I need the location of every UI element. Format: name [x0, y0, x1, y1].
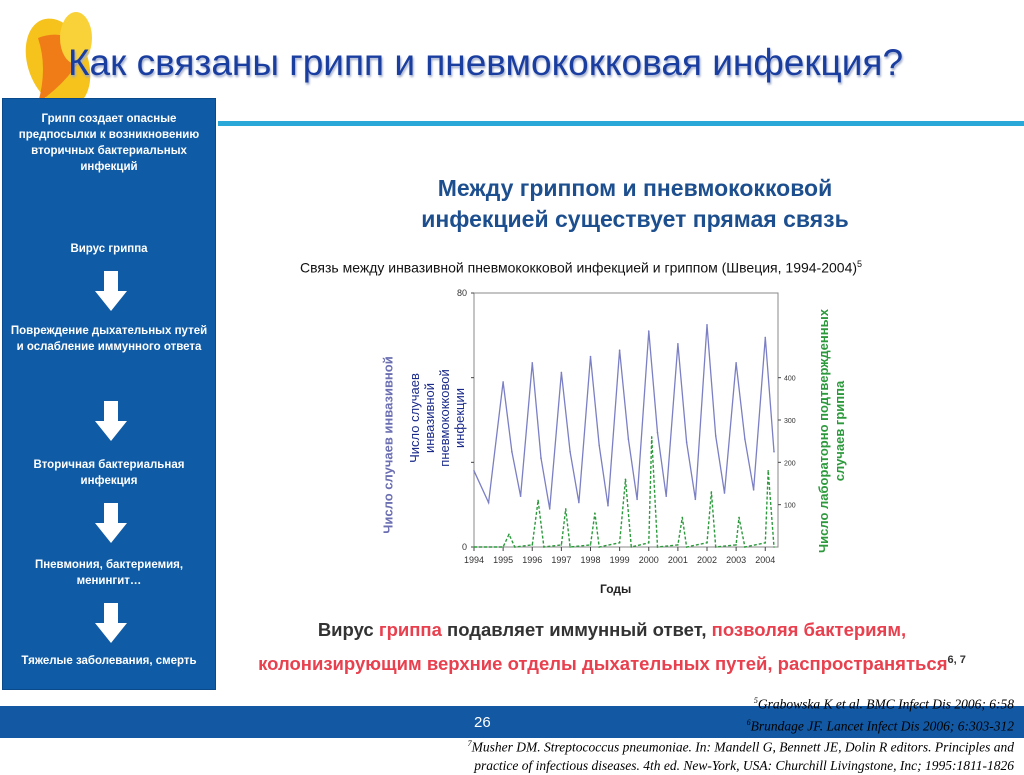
- data-point-influenza: [543, 546, 545, 548]
- data-point-pneumococcal: [488, 502, 490, 504]
- data-point-pneumococcal: [764, 337, 766, 339]
- x-tick-label: 1995: [493, 555, 514, 565]
- sidebar-item-4: Вторичная бактериальная инфекция: [33, 459, 185, 487]
- data-point-influenza: [715, 546, 717, 548]
- heading-line-1: Между гриппом и пневмококковой: [437, 175, 833, 201]
- y-axis-right-label: [816, 309, 848, 553]
- reference-text: Grabowska K et al. BMC Infect Dis 2006; 6:58: [757, 696, 1014, 712]
- page-number: 26: [474, 714, 491, 731]
- data-point-influenza: [630, 546, 632, 548]
- data-point-pneumococcal: [569, 451, 571, 453]
- data-point-pneumococcal: [686, 441, 688, 443]
- overlay-line-4: инфекции: [452, 387, 467, 449]
- data-point-pneumococcal: [648, 330, 650, 332]
- data-point-pneumococcal: [706, 324, 708, 326]
- x-tick-label: 2004: [755, 555, 776, 565]
- data-point-influenza: [619, 542, 621, 544]
- references: [468, 692, 1014, 775]
- bottom-text-highlight: колонизирующим верхние отделы дыхательных путей, распространяться: [258, 653, 948, 675]
- reference-5: [468, 692, 1014, 714]
- y-right-tick-label: 200: [784, 460, 796, 468]
- right-label-line-2: случаев гриппа: [832, 380, 847, 482]
- y-axis-overlay-label: [407, 369, 467, 466]
- data-point-influenza: [569, 546, 571, 548]
- data-point-pneumococcal: [473, 470, 475, 472]
- data-point-influenza: [565, 508, 567, 510]
- data-point-pneumococcal: [540, 457, 542, 459]
- data-point-pneumococcal: [531, 362, 533, 364]
- sidebar-flow: [2, 98, 216, 690]
- sidebar-item-1: Грипп создает опасные предпосылки к возникновению вторичных бактериальных инфекций: [18, 113, 200, 173]
- data-point-influenza: [625, 478, 627, 480]
- data-point-influenza: [711, 491, 713, 493]
- x-tick-label: 2002: [696, 555, 718, 565]
- overlay-line-2: инвазивной: [422, 382, 437, 454]
- reference-sup: 6: [746, 717, 751, 727]
- x-tick-label: 2000: [638, 555, 659, 565]
- data-point-influenza: [590, 544, 592, 546]
- data-point-influenza: [502, 546, 504, 548]
- data-point-pneumococcal: [657, 432, 659, 434]
- data-point-influenza: [677, 544, 679, 546]
- data-point-pneumococcal: [561, 372, 563, 374]
- subheading-text: Связь между инвазивной пневмококковой инфекцией и гриппом (Швеция, 1994-2004): [300, 259, 858, 276]
- data-point-influenza: [508, 534, 510, 536]
- data-point-pneumococcal: [753, 489, 755, 491]
- reference-text: Brundage JF. Lancet Infect Dis 2006; 6:303-312: [750, 718, 1014, 733]
- sidebar-item-5: Пневмония, бактериемия, менингит…: [34, 559, 184, 587]
- x-tick-label: 1999: [609, 555, 630, 565]
- reference-7-cont: [468, 757, 1014, 775]
- data-point-pneumococcal: [578, 502, 580, 504]
- y-right-tick-label: 400: [784, 375, 796, 383]
- down-arrow-icon: [95, 603, 127, 643]
- reference-6: [468, 714, 1014, 736]
- data-point-influenza: [648, 542, 650, 544]
- data-point-influenza: [651, 436, 653, 438]
- heading-line-2: инфекцией существует прямая связь: [421, 206, 849, 232]
- x-tick-label: 2001: [667, 555, 688, 565]
- x-tick-label: 2003: [726, 555, 747, 565]
- bottom-ref: 6, 7: [947, 654, 966, 666]
- sidebar-item-3: Повреждение дыхательных путей и ослабление иммунного ответа: [10, 325, 208, 353]
- data-point-influenza: [738, 517, 740, 519]
- data-point-influenza: [594, 512, 596, 514]
- subheading-ref: 5: [857, 259, 863, 269]
- data-point-influenza: [598, 546, 600, 548]
- data-point-pneumococcal: [744, 438, 746, 440]
- data-point-pneumococcal: [724, 492, 726, 494]
- bottom-statement: [232, 614, 992, 679]
- y-left-tick-label: 0: [461, 542, 467, 552]
- overlay-line-3: пневмококковой: [437, 369, 452, 467]
- data-point-influenza: [537, 500, 539, 502]
- x-axis-label: Годы: [600, 582, 632, 596]
- data-point-influenza: [561, 544, 563, 546]
- x-tick-label: 1997: [551, 555, 572, 565]
- data-point-pneumococcal: [520, 495, 522, 497]
- title-underline: [218, 121, 1024, 126]
- sidebar-item-2: Вирус гриппа: [70, 243, 148, 255]
- reference-text: Musher DM. Streptococcus pneumoniae. In: Mandell G, Bennett JE, Dolin R editors. Principles and: [471, 739, 1014, 755]
- data-point-influenza: [681, 517, 683, 519]
- down-arrow-icon: [95, 271, 127, 311]
- data-point-influenza: [764, 542, 766, 544]
- data-point-influenza: [657, 546, 659, 548]
- bottom-line-2: [232, 645, 992, 679]
- data-point-pneumococcal: [735, 362, 737, 364]
- y-right-tick-label: 300: [784, 418, 796, 425]
- y-left-tick-label: 80: [456, 288, 467, 298]
- data-point-influenza: [735, 544, 737, 546]
- reference-sup: 5: [753, 696, 758, 705]
- y-axis-left-label: Число случаев инвазивной: [380, 356, 396, 534]
- bottom-text-highlight: гриппа: [378, 619, 442, 640]
- data-point-influenza: [706, 542, 708, 544]
- data-point-influenza: [773, 546, 775, 548]
- data-point-influenza: [686, 546, 688, 548]
- data-point-pneumococcal: [665, 495, 667, 497]
- data-point-pneumococcal: [598, 445, 600, 447]
- data-point-pneumococcal: [636, 499, 638, 501]
- data-point-influenza: [473, 546, 475, 548]
- data-point-pneumococcal: [628, 438, 630, 440]
- reference-sup: 7: [467, 739, 472, 748]
- down-arrow-icon: [95, 503, 127, 543]
- y-right-tick-label: 100: [784, 502, 796, 510]
- data-point-pneumococcal: [695, 499, 697, 501]
- data-point-pneumococcal: [619, 349, 621, 351]
- page-title: Как связаны грипп и пневмококковая инфекция?: [68, 42, 904, 83]
- x-tick-label: 1998: [580, 555, 601, 565]
- reference-7: [468, 735, 1014, 757]
- data-point-pneumococcal: [715, 435, 717, 437]
- data-point-influenza: [744, 546, 746, 548]
- right-label-line-1: Число лабораторно подтвержденных: [816, 309, 831, 553]
- bottom-text-part: подавляет иммунный ответ,: [441, 619, 712, 640]
- data-point-pneumococcal: [511, 451, 513, 453]
- data-point-pneumococcal: [607, 505, 609, 507]
- data-point-pneumococcal: [677, 343, 679, 345]
- sidebar-item-6: Тяжелые заболевания, смерть: [21, 655, 197, 667]
- data-point-pneumococcal: [590, 356, 592, 358]
- chart-subheading: [300, 259, 990, 276]
- reference-text: practice of infectious diseases. 4th ed. New-York, USA: Churchill Livingstone, Inc; 1995:1811-1826: [474, 757, 1014, 773]
- x-tick-label: 1996: [522, 555, 543, 565]
- overlay-line-1: Число случаев: [407, 373, 422, 463]
- down-arrow-icon: [95, 401, 127, 441]
- bottom-line-1: [232, 614, 992, 645]
- bottom-text-highlight: позволяя бактериям,: [711, 619, 907, 640]
- bottom-text-part: Вирус: [317, 619, 379, 640]
- x-tick-label: 1994: [463, 555, 485, 565]
- data-point-pneumococcal: [549, 508, 551, 510]
- data-point-pneumococcal: [773, 451, 775, 453]
- data-point-influenza: [531, 544, 533, 546]
- main-heading: [300, 173, 970, 235]
- data-point-influenza: [514, 546, 516, 548]
- data-point-influenza: [767, 470, 769, 472]
- data-point-pneumococcal: [502, 381, 504, 383]
